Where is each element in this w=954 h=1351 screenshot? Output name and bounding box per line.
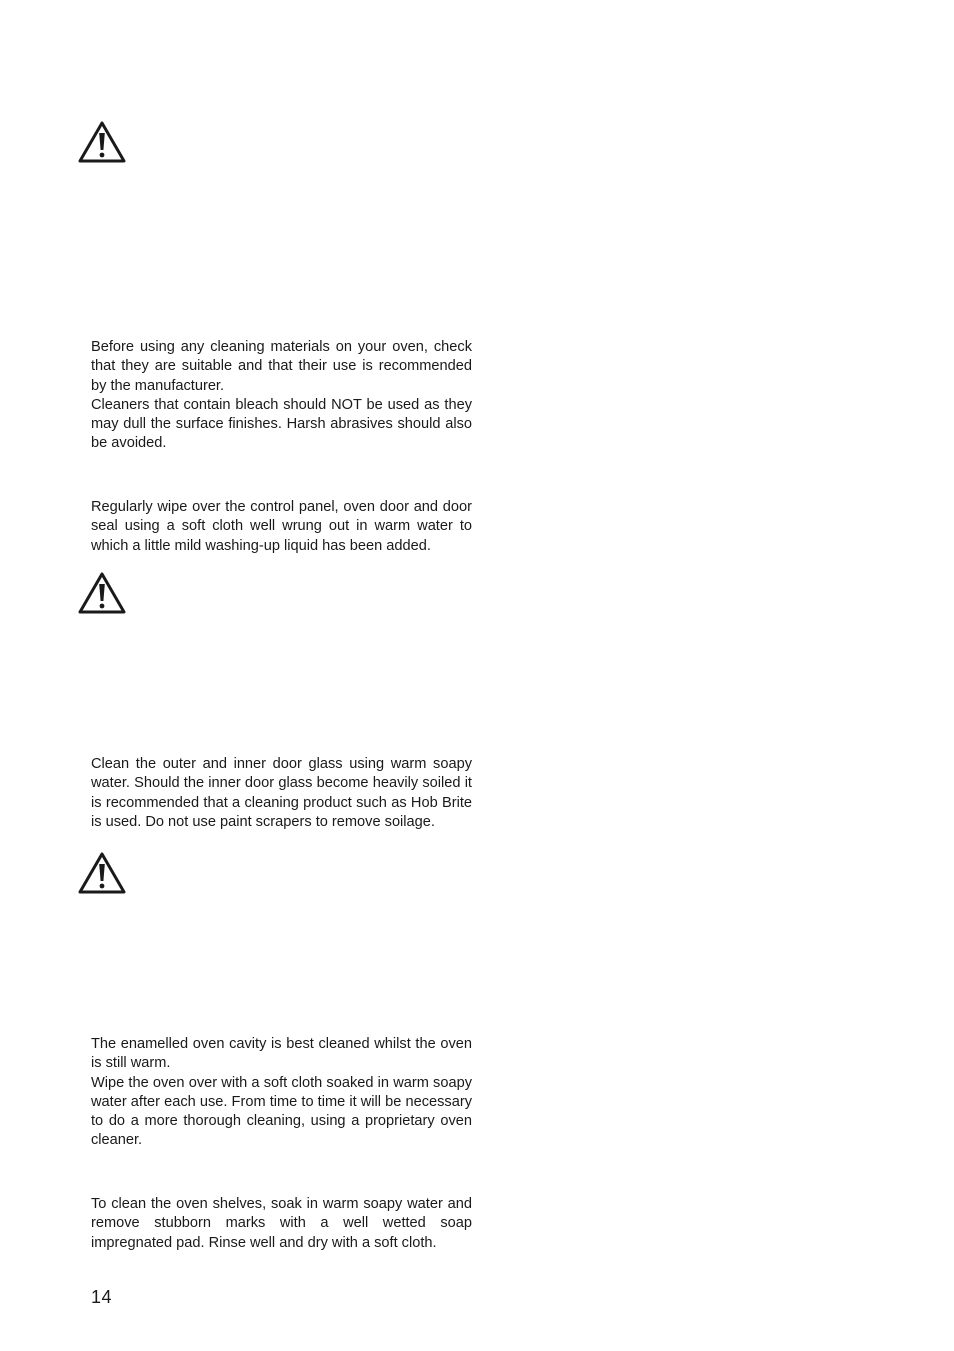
control-panel-section xyxy=(91,498,472,556)
oven-shelves-section xyxy=(91,1195,472,1253)
oven-cavity-paragraph: The enamelled oven cavity is best cleaned whilst the oven is still warm. xyxy=(91,1036,472,1072)
oven-cavity-section xyxy=(91,1035,472,1151)
door-glass-paragraph: Clean the outer and inner door glass using warm soapy water. Should the inner door glass become heavily soiled it is recommended that a cleaning product such as Hob Brite is used. Do not use paint scrapers to remove soilage. xyxy=(91,756,472,830)
control-panel-paragraph: Regularly wipe over the control panel, oven door and door seal using a soft cloth well wrung out in warm water to which a little mild washing-up liquid has been added. xyxy=(91,499,472,554)
oven-wipe-paragraph: Wipe the oven over with a soft cloth soaked in warm soapy water after each use. From time to time it will be necessary to do a more thorough cleaning, using a proprietary oven cleaner. xyxy=(91,1074,472,1149)
bleach-warning-paragraph: Cleaners that contain bleach should NOT be used as they may dull the surface finishes. Harsh abrasives should also be avoided. xyxy=(91,396,472,452)
warning-triangle-icon xyxy=(78,852,126,894)
oven-shelves-paragraph: To clean the oven shelves, soak in warm soapy water and remove stubborn marks with a well wetted soap impregnated pad. Rinse well and dry with a soft cloth. xyxy=(91,1196,472,1251)
cleaning-materials-paragraph: Before using any cleaning materials on your oven, check that they are suitable and that their use is recommended by the manufacturer. xyxy=(91,339,472,394)
page-number: 14 xyxy=(91,1287,113,1307)
warning-triangle-icon xyxy=(78,121,126,163)
door-glass-section xyxy=(91,755,472,832)
cleaning-materials-section xyxy=(91,338,472,454)
warning-triangle-icon xyxy=(78,572,126,614)
